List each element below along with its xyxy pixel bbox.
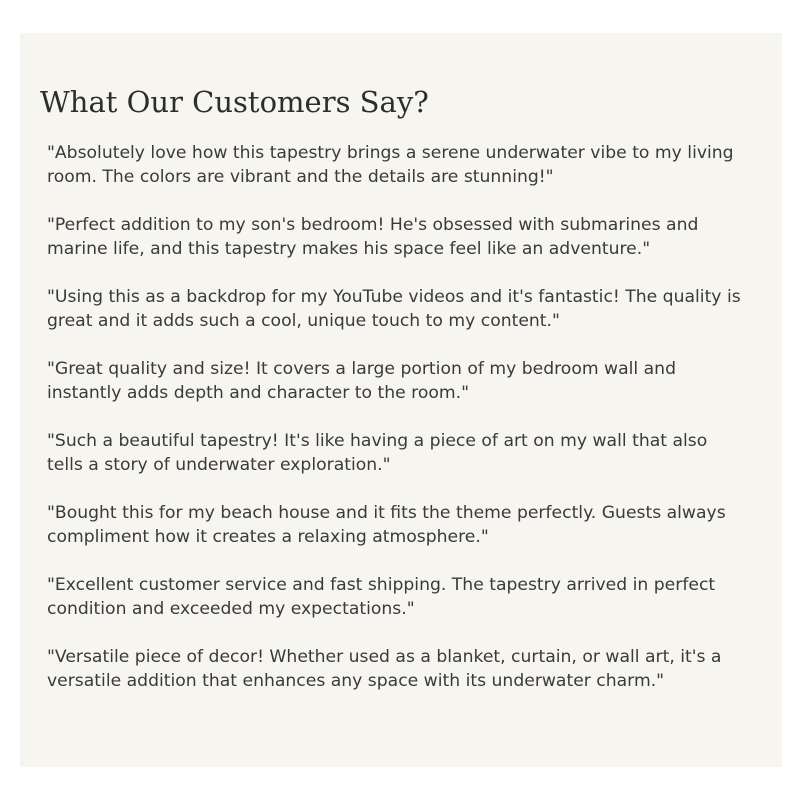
section-title: What Our Customers Say? bbox=[40, 85, 429, 119]
review-text: "Perfect addition to my son's bedroom! He's obsessed with submarines and marine life, and this tapestry makes his space feel like an adventure." bbox=[47, 215, 699, 259]
review-text: "Versatile piece of decor! Whether used as a blanket, curtain, or wall art, it's a versatile addition that enhances any space with its underwater charm." bbox=[47, 647, 722, 691]
review-text: "Great quality and size! It covers a large portion of my bedroom wall and instantly adds depth and character to the room." bbox=[47, 359, 676, 403]
review-text: "Using this as a backdrop for my YouTube videos and it's fantastic! The quality is great and it adds such a cool, unique touch to my content." bbox=[47, 287, 741, 331]
reviews-list bbox=[47, 141, 747, 717]
review-text: "Excellent customer service and fast shipping. The tapestry arrived in perfect condition and exceeded my expectations." bbox=[47, 575, 716, 619]
review-text: "Bought this for my beach house and it fits the theme perfectly. Guests always compliment how it creates a relaxing atmosphere." bbox=[47, 503, 726, 547]
review-text: "Such a beautiful tapestry! It's like having a piece of art on my wall that also tells a story of underwater exploration." bbox=[47, 431, 708, 475]
review-text: "Absolutely love how this tapestry brings a serene underwater vibe to my living room. The colors are vibrant and the details are stunning!" bbox=[47, 143, 734, 187]
